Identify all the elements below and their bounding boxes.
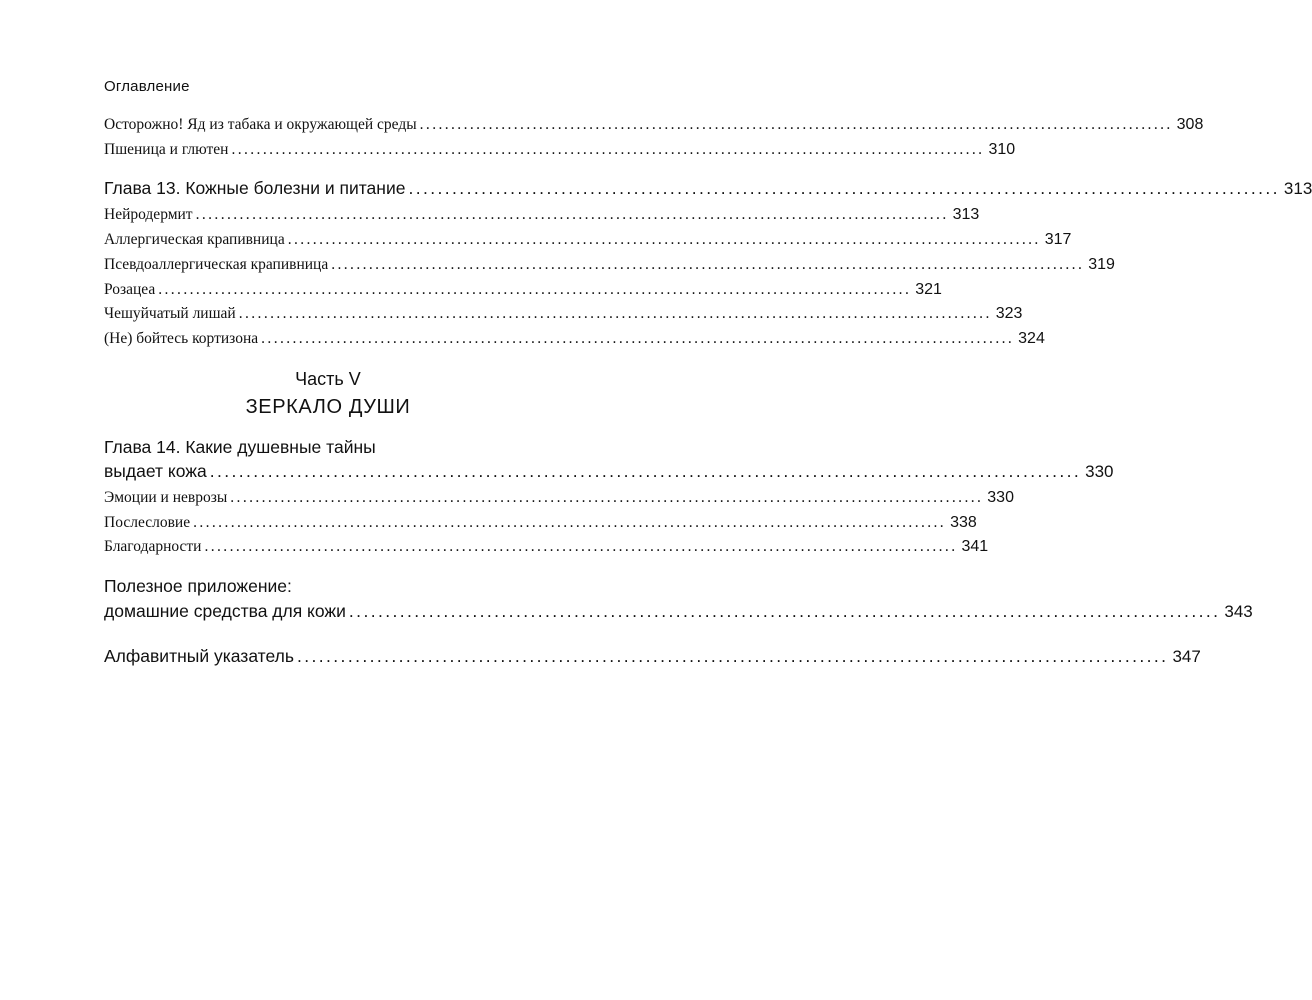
toc-entry-page: 313 <box>1283 179 1312 198</box>
leader-dots: ........................................................................................................................ <box>195 206 949 223</box>
leader-dots: ........................................................................................................................ <box>296 646 1169 666</box>
leader-dots: ........................................................................................................................ <box>209 461 1082 481</box>
toc-chapter-title: выдает кожа <box>104 461 207 481</box>
toc-entry[interactable] <box>104 116 1204 134</box>
toc-chapter-14[interactable] <box>104 461 1114 482</box>
toc-entry[interactable] <box>104 305 1023 323</box>
toc-entry[interactable] <box>104 206 980 224</box>
leader-dots: ........................................................................................................................ <box>238 305 992 322</box>
toc-entry-page: 341 <box>961 538 989 555</box>
leader-dots: ........................................................................................................................ <box>230 489 984 506</box>
toc-entry-title: Осторожно! Яд из табака и окружающей среды <box>104 116 417 133</box>
toc-entry[interactable] <box>104 489 1014 507</box>
leader-dots: ........................................................................................................................ <box>204 538 958 555</box>
toc-entry[interactable] <box>104 281 942 299</box>
toc-entry-title: Пшеница и глютен <box>104 141 229 158</box>
toc-index[interactable] <box>104 646 1201 667</box>
toc-chapter-title: Алфавитный указатель <box>104 646 294 666</box>
toc-appendix[interactable] <box>104 601 1253 622</box>
leader-dots: ........................................................................................................................ <box>287 231 1041 248</box>
toc-entry-page: 347 <box>1172 647 1201 666</box>
toc-entry-page: 319 <box>1088 256 1115 273</box>
toc-entry-page: 323 <box>995 305 1023 322</box>
toc-chapter-title: домашние средства для кожи <box>104 601 346 621</box>
toc-entry[interactable] <box>104 231 1072 249</box>
toc-entry-title: Нейродермит <box>104 206 193 223</box>
toc-chapter-14-line1[interactable]: Глава 14. Какие душевные тайны <box>104 437 376 457</box>
toc-entry-title: Розацеа <box>104 281 156 298</box>
leader-dots: ........................................................................................................................ <box>261 330 1015 347</box>
toc-chapter-title: Глава 13. Кожные болезни и питание <box>104 178 406 198</box>
toc-entry-page: 330 <box>987 489 1014 506</box>
toc-page <box>104 0 1312 1000</box>
leader-dots: ........................................................................................................................ <box>348 601 1221 621</box>
toc-entry-title: Аллергическая крапивница <box>104 231 285 248</box>
toc-entry-title: Послесловие <box>104 514 191 531</box>
toc-entry-title: (Не) бойтесь кортизона <box>104 330 259 347</box>
part-title: ЗЕРКАЛО ДУШИ <box>245 396 411 418</box>
toc-entry-page: 310 <box>988 141 1016 158</box>
leader-dots: ........................................................................................................................ <box>331 256 1085 273</box>
toc-entry[interactable] <box>104 141 1016 159</box>
toc-entry[interactable] <box>104 514 977 532</box>
toc-entry-page: 313 <box>952 206 980 223</box>
toc-entry-title: Чешуйчатый лишай <box>104 305 236 322</box>
leader-dots: ........................................................................................................................ <box>231 141 985 158</box>
toc-entry-page: 321 <box>915 281 942 298</box>
part-label: Часть V <box>295 369 361 389</box>
toc-appendix-line1[interactable]: Полезное приложение: <box>104 576 292 596</box>
toc-entry-page: 317 <box>1044 231 1072 248</box>
toc-entry[interactable] <box>104 330 1045 348</box>
toc-entry-title: Псевдоаллергическая крапивница <box>104 256 329 273</box>
toc-entry-title: Благодарности <box>104 538 202 555</box>
leader-dots: ........................................................................................................................ <box>193 514 947 531</box>
running-head: Оглавление <box>104 78 190 95</box>
leader-dots: ........................................................................................................................ <box>419 116 1173 133</box>
leader-dots: ........................................................................................................................ <box>158 281 912 298</box>
toc-entry-page: 324 <box>1018 330 1045 347</box>
toc-entry-page: 308 <box>1176 116 1204 133</box>
toc-entry-page: 330 <box>1085 462 1114 481</box>
toc-entry-page: 338 <box>950 514 977 531</box>
leader-dots: ........................................................................................................................ <box>408 178 1280 198</box>
toc-entry-page: 343 <box>1224 602 1253 621</box>
toc-entry[interactable] <box>104 256 1115 274</box>
toc-entry[interactable] <box>104 538 989 556</box>
toc-chapter-13[interactable] <box>104 178 1312 199</box>
toc-entry-title: Эмоции и неврозы <box>104 489 228 506</box>
